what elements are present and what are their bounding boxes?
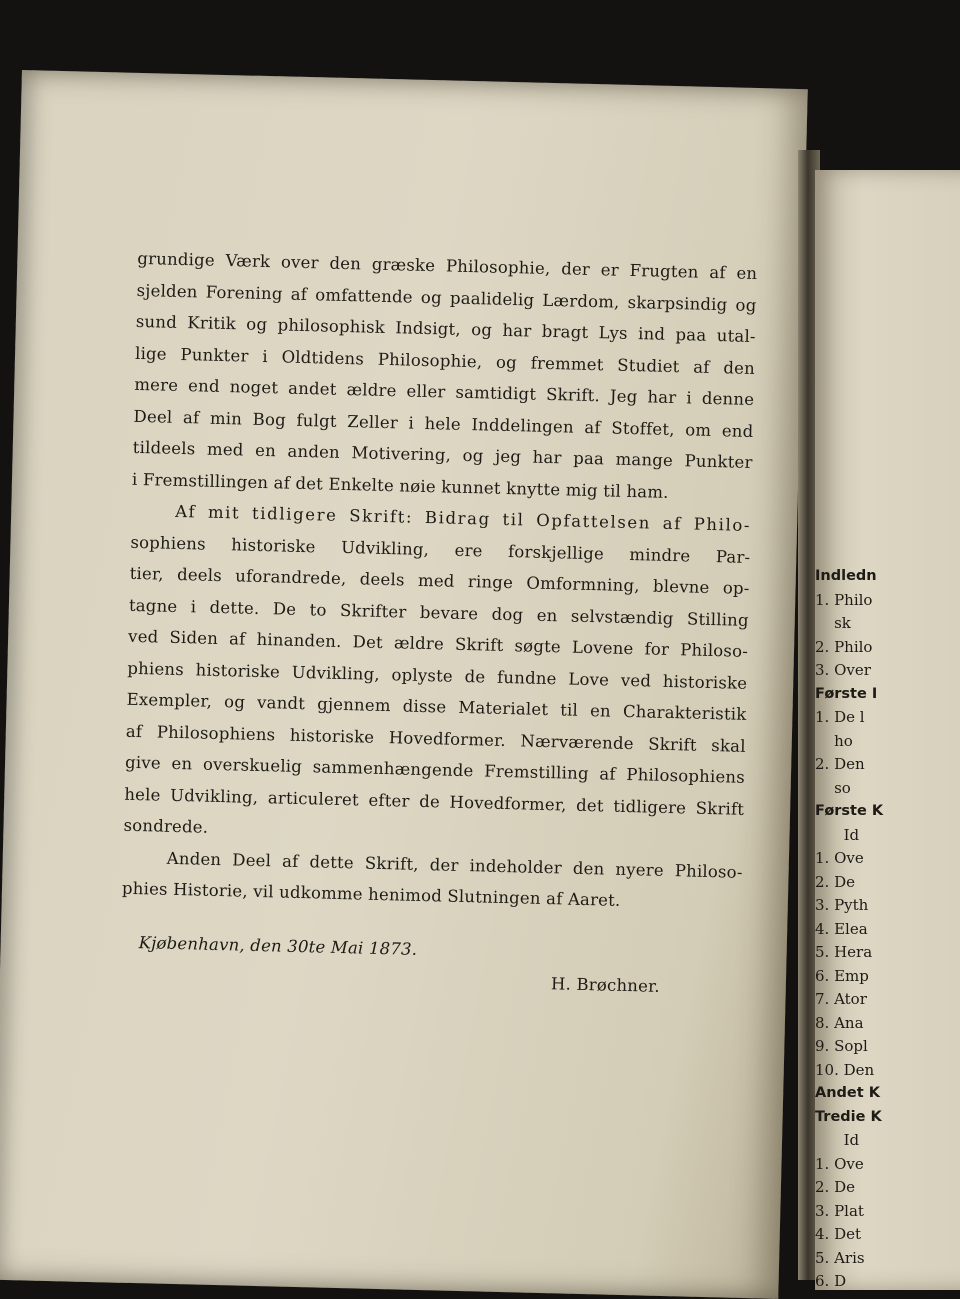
toc-row: 5. Hera bbox=[815, 943, 873, 961]
toc-row: 3. Plat bbox=[815, 1201, 864, 1220]
toc-row: 4. Elea bbox=[815, 919, 868, 938]
text-line: sund Kritik og philosophisk Indsigt, og har bragt Lys ind paa utal- bbox=[135, 311, 756, 347]
toc-heading: Andet K bbox=[815, 1085, 880, 1101]
text-line: grundige Værk over den græske Philosophie, der er Frugten af en bbox=[137, 248, 758, 284]
toc-row: 8. Ana bbox=[815, 1013, 864, 1032]
text-line: i Fremstillingen af det Enkelte nøie kunnet knytte mig til ham. bbox=[131, 469, 669, 502]
signature: H. Brøchner. bbox=[550, 974, 661, 996]
text-line: mere end noget andet ældre eller samtidigt Skrift. Jeg har i denne bbox=[134, 374, 755, 409]
text-line: af Philosophiens historiske Hovedformer. Nærværende Skrift skal bbox=[125, 721, 746, 756]
toc-row: 1. Philo bbox=[815, 590, 873, 609]
toc-row: 1. Ove bbox=[815, 1154, 864, 1173]
text-line: tildeels med en anden Motivering, og jeg har paa mange Punkter bbox=[132, 437, 753, 472]
text-line: hele Udvikling, articuleret efter de Hovedformer, det tidligere Skrift bbox=[124, 784, 745, 819]
toc-row: sk bbox=[815, 614, 851, 632]
toc-row: ho bbox=[815, 731, 853, 750]
table-of-contents bbox=[815, 565, 960, 1290]
text-line: Deel af min Bog fulgt Zeller i hele Inddelingen af Stoffet, om end bbox=[133, 406, 754, 441]
toc-row: 1. De l bbox=[815, 708, 865, 726]
toc-row: Id bbox=[815, 1131, 860, 1149]
text-line: sophiens historiske Udvikling, ere forskjellige mindre Par- bbox=[130, 532, 751, 567]
toc-row: 7. Ator bbox=[815, 990, 867, 1008]
text-line: ved Siden af hinanden. Det ældre Skrift søgte Lovene for Philoso- bbox=[127, 626, 749, 661]
preface-text bbox=[120, 243, 758, 1004]
right-page bbox=[815, 170, 960, 1290]
text-line: give en overskuelig sammenhængende Fremstilling af Philosophiens bbox=[124, 752, 746, 787]
place-date: Kjøbenhavn, den 30te Mai 1873. bbox=[138, 932, 418, 959]
toc-row: 2. Den bbox=[815, 755, 865, 773]
text-line: lige Punkter i Oldtidens Philosophie, og fremmet Studiet af den bbox=[134, 343, 756, 378]
toc-row: 9. Sopl bbox=[815, 1037, 868, 1055]
text-line: Af mit tidligere Skrift: Bidrag til Opfattelsen af Philo- bbox=[175, 501, 752, 535]
toc-heading: Første K bbox=[815, 803, 884, 819]
toc-row: so bbox=[815, 778, 851, 797]
text-line: tagne i dette. De to Skrifter bevare dog en selvstændig Stilling bbox=[128, 595, 750, 630]
toc-row: 10. Den bbox=[815, 1060, 875, 1079]
left-page bbox=[0, 70, 808, 1299]
text-line: phiens historiske Udvikling, oplyste de fundne Love ved historiske bbox=[127, 658, 748, 693]
text-line: sondrede. bbox=[123, 815, 209, 837]
toc-row: 5. Aris bbox=[815, 1248, 865, 1267]
toc-row: 2. Philo bbox=[815, 637, 873, 656]
text-line: sjelden Forening af omfattende og paalidelig Lærdom, skarpsindig og bbox=[136, 280, 757, 315]
text-line: Exempler, og vandt gjennem disse Materialet til en Charakteristik bbox=[126, 689, 747, 724]
toc-row: 6. D bbox=[815, 1272, 847, 1290]
toc-row: 3. Pyth bbox=[815, 896, 869, 914]
toc-row: 1. Ove bbox=[815, 849, 864, 867]
toc-row: 4. Det bbox=[815, 1225, 862, 1243]
toc-heading: Tredie K bbox=[815, 1108, 882, 1125]
text-line: phies Historie, vil udkomme henimod Slutningen af Aaret. bbox=[121, 878, 621, 910]
toc-row: 2. De bbox=[815, 1178, 855, 1196]
toc-heading: Indledn bbox=[815, 568, 877, 584]
toc-row: 6. Emp bbox=[815, 966, 869, 985]
toc-heading: Første I bbox=[815, 685, 878, 702]
toc-row: 2. De bbox=[815, 872, 855, 891]
text-line: Anden Deel af dette Skrift, der indeholder den nyere Philoso- bbox=[166, 848, 743, 882]
text-line: tier, deels uforandrede, deels med ringe Omformning, blevne op- bbox=[129, 563, 750, 598]
toc-row: Id bbox=[815, 825, 860, 844]
toc-row: 3. Over bbox=[815, 661, 871, 679]
